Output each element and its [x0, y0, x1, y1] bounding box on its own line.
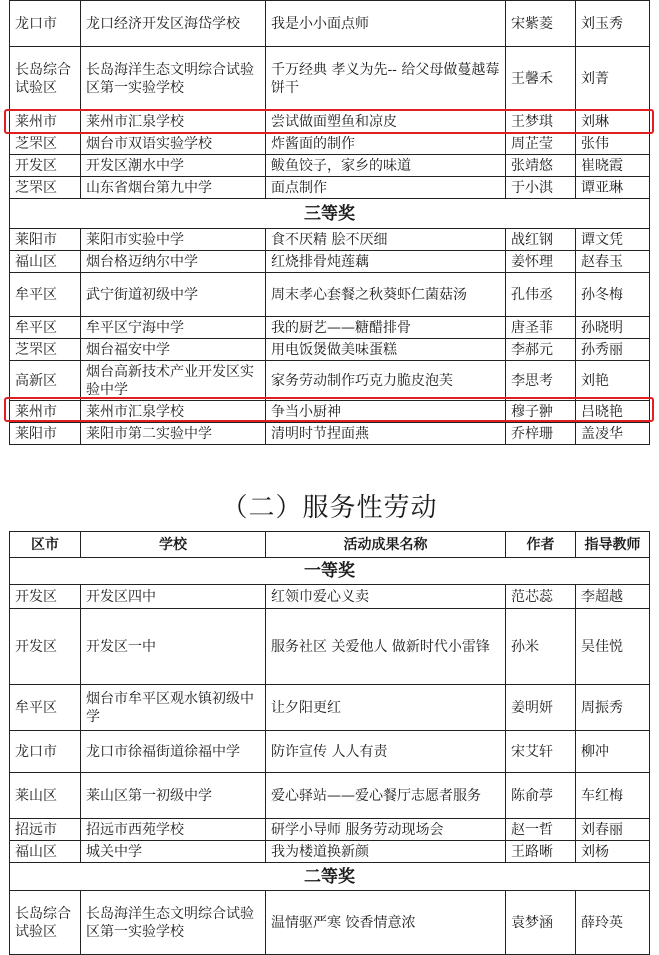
award-level-row [10, 199, 650, 229]
school-cell: 城关中学 [81, 841, 266, 863]
district-cell: 牟平区 [10, 685, 81, 731]
table-row [10, 317, 650, 339]
author-cell: 李思考 [506, 361, 576, 401]
table-row [10, 133, 650, 155]
teacher-cell: 吴佳悦 [576, 609, 650, 685]
school-cell: 烟台格迈纳尔中学 [81, 251, 266, 273]
school-cell: 烟台市双语实验学校 [81, 133, 266, 155]
teacher-cell: 刘春丽 [576, 819, 650, 841]
district-cell: 牟平区 [10, 317, 81, 339]
activity-cell: 争当小厨神 [266, 401, 506, 423]
school-cell: 招远市西苑学校 [81, 819, 266, 841]
activity-cell: 清明时节捏面燕 [266, 423, 506, 445]
table-row [10, 155, 650, 177]
district-cell: 长岛综合试验区 [10, 47, 81, 111]
teacher-cell: 李超越 [576, 585, 650, 609]
award-table-1-body [10, 1, 650, 445]
activity-cell: 我是小小面点师 [266, 1, 506, 47]
table-row [10, 731, 650, 773]
teacher-cell: 崔晓霞 [576, 155, 650, 177]
school-cell: 莱阳市第二实验中学 [81, 423, 266, 445]
teacher-cell: 孙冬梅 [576, 273, 650, 317]
school-cell: 长岛海洋生态文明综合试验区第一实验学校 [81, 47, 266, 111]
table-row [10, 685, 650, 731]
district-cell: 芝罘区 [10, 177, 81, 199]
table-row [10, 841, 650, 863]
table-row [10, 401, 650, 423]
author-cell: 王梦琪 [506, 111, 576, 133]
activity-cell: 尝试做面塑鱼和凉皮 [266, 111, 506, 133]
table-row [10, 773, 650, 819]
school-cell: 开发区一中 [81, 609, 266, 685]
author-cell: 赵一哲 [506, 819, 576, 841]
activity-cell: 千万经典 孝义为先-- 给父母做蔓越莓饼干 [266, 47, 506, 111]
teacher-cell: 车红梅 [576, 773, 650, 819]
teacher-cell: 孙晓明 [576, 317, 650, 339]
teacher-cell: 刘菁 [576, 47, 650, 111]
school-cell: 武宁街道初级中学 [81, 273, 266, 317]
activity-cell: 红领巾爱心义卖 [266, 585, 506, 609]
activity-cell: 我的厨艺——糖醋排骨 [266, 317, 506, 339]
section-title: （二）服务性劳动 [221, 493, 438, 523]
activity-cell: 研学小导师 服务劳动现场会 [266, 819, 506, 841]
award-table-2 [9, 531, 650, 955]
school-cell: 烟台市牟平区观水镇初级中学 [81, 685, 266, 731]
district-cell: 福山区 [10, 841, 81, 863]
district-cell: 牟平区 [10, 273, 81, 317]
author-cell: 宋紫菱 [506, 1, 576, 47]
activity-cell: 我为楼道换新颜 [266, 841, 506, 863]
teacher-cell: 刘琳 [576, 111, 650, 133]
table-row [10, 609, 650, 685]
table-row [10, 1, 650, 47]
teacher-cell: 刘玉秀 [576, 1, 650, 47]
teacher-cell: 薛玲英 [576, 891, 650, 955]
author-cell: 姜明妍 [506, 685, 576, 731]
author-cell: 陈俞葶 [506, 773, 576, 819]
district-cell: 莱阳市 [10, 423, 81, 445]
activity-cell: 周末孝心套餐之秋葵虾仁菌菇汤 [266, 273, 506, 317]
district-cell: 招远市 [10, 819, 81, 841]
award-level-row [10, 558, 650, 585]
district-cell: 长岛综合试验区 [10, 891, 81, 955]
header-school: 学校 [81, 532, 266, 558]
author-cell: 王路晰 [506, 841, 576, 863]
activity-cell: 红烧排骨炖莲藕 [266, 251, 506, 273]
activity-cell: 炸酱面的制作 [266, 133, 506, 155]
district-cell: 莱州市 [10, 111, 81, 133]
activity-cell: 服务社区 关爱他人 做新时代小雷锋 [266, 609, 506, 685]
author-cell: 周芷莹 [506, 133, 576, 155]
teacher-cell: 谭亚琳 [576, 177, 650, 199]
district-cell: 芝罘区 [10, 133, 81, 155]
table-row [10, 111, 650, 133]
school-cell: 开发区四中 [81, 585, 266, 609]
teacher-cell: 孙秀丽 [576, 339, 650, 361]
school-cell: 开发区潮水中学 [81, 155, 266, 177]
district-cell: 莱州市 [10, 401, 81, 423]
activity-cell: 防诈宣传 人人有责 [266, 731, 506, 773]
author-cell: 穆子翀 [506, 401, 576, 423]
table-row [10, 251, 650, 273]
table-header-row [10, 532, 650, 558]
district-cell: 芝罘区 [10, 339, 81, 361]
district-cell: 开发区 [10, 585, 81, 609]
teacher-cell: 柳冲 [576, 731, 650, 773]
activity-cell: 鲅鱼饺子，家乡的味道 [266, 155, 506, 177]
award-table-2-body [10, 558, 650, 955]
district-cell: 莱山区 [10, 773, 81, 819]
header-teacher: 指导教师 [576, 532, 650, 558]
activity-cell: 面点制作 [266, 177, 506, 199]
school-cell: 牟平区宁海中学 [81, 317, 266, 339]
author-cell: 乔梓珊 [506, 423, 576, 445]
teacher-cell: 刘杨 [576, 841, 650, 863]
teacher-cell: 刘艳 [576, 361, 650, 401]
school-cell: 莱山区第一初级中学 [81, 773, 266, 819]
table-row [10, 361, 650, 401]
school-cell: 莱州市汇泉学校 [81, 401, 266, 423]
district-cell: 福山区 [10, 251, 81, 273]
teacher-cell: 周振秀 [576, 685, 650, 731]
table-row [10, 47, 650, 111]
activity-cell: 温情驱严寒 饺香情意浓 [266, 891, 506, 955]
activity-cell: 用电饭煲做美味蛋糕 [266, 339, 506, 361]
activity-cell: 家务劳动制作巧克力脆皮泡芙 [266, 361, 506, 401]
award-level-row [10, 863, 650, 891]
author-cell: 姜怀理 [506, 251, 576, 273]
teacher-cell: 张伟 [576, 133, 650, 155]
table-row [10, 819, 650, 841]
author-cell: 孙米 [506, 609, 576, 685]
author-cell: 孔伟丞 [506, 273, 576, 317]
teacher-cell: 谭文凭 [576, 229, 650, 251]
school-cell: 烟台高新技术产业开发区实验中学 [81, 361, 266, 401]
table-row [10, 891, 650, 955]
district-cell: 高新区 [10, 361, 81, 401]
award-table-1 [9, 0, 650, 445]
header-author: 作者 [506, 532, 576, 558]
table-row [10, 177, 650, 199]
school-cell: 龙口经济开发区海岱学校 [81, 1, 266, 47]
activity-cell: 爱心驿站——爱心餐厅志愿者服务 [266, 773, 506, 819]
table-row [10, 585, 650, 609]
district-cell: 开发区 [10, 609, 81, 685]
header-activity: 活动成果名称 [266, 532, 506, 558]
district-cell: 龙口市 [10, 1, 81, 47]
district-cell: 莱阳市 [10, 229, 81, 251]
school-cell: 烟台福安中学 [81, 339, 266, 361]
activity-cell: 让夕阳更红 [266, 685, 506, 731]
school-cell: 龙口市徐福街道徐福中学 [81, 731, 266, 773]
teacher-cell: 赵春玉 [576, 251, 650, 273]
table-row [10, 339, 650, 361]
table-row [10, 423, 650, 445]
award-level-label: 三等奖 [10, 199, 650, 229]
teacher-cell: 吕晓艳 [576, 401, 650, 423]
author-cell: 唐圣菲 [506, 317, 576, 339]
author-cell: 于小淇 [506, 177, 576, 199]
author-cell: 战红钢 [506, 229, 576, 251]
table-row [10, 273, 650, 317]
school-cell: 莱州市汇泉学校 [81, 111, 266, 133]
author-cell: 张靖悠 [506, 155, 576, 177]
school-cell: 莱阳市实验中学 [81, 229, 266, 251]
teacher-cell: 盖凌华 [576, 423, 650, 445]
award-level-label: 一等奖 [10, 558, 650, 585]
award-level-label: 二等奖 [10, 863, 650, 891]
author-cell: 范芯蕊 [506, 585, 576, 609]
header-district: 区市 [10, 532, 81, 558]
author-cell: 宋艾轩 [506, 731, 576, 773]
activity-cell: 食不厌精 脍不厌细 [266, 229, 506, 251]
author-cell: 袁梦涵 [506, 891, 576, 955]
school-cell: 山东省烟台第九中学 [81, 177, 266, 199]
author-cell: 李郝元 [506, 339, 576, 361]
author-cell: 王馨禾 [506, 47, 576, 111]
school-cell: 长岛海洋生态文明综合试验区第一实验学校 [81, 891, 266, 955]
district-cell: 龙口市 [10, 731, 81, 773]
table-row [10, 229, 650, 251]
district-cell: 开发区 [10, 155, 81, 177]
